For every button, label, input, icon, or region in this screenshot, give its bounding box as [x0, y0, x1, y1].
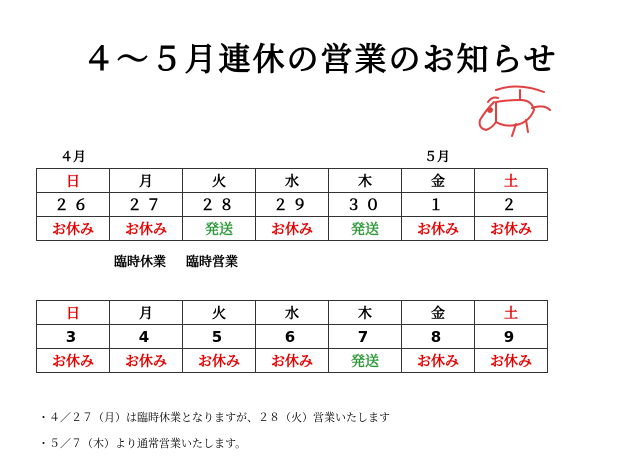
weekday-sun: 日: [37, 301, 110, 325]
status-row: [37, 349, 548, 373]
status-cell: お休み: [37, 217, 110, 241]
note-line-1: ・４／２７（月）は臨時休業となりますが、２８（火）営業いたします: [38, 411, 390, 424]
status-cell: 発送: [329, 217, 402, 241]
status-cell: 発送: [183, 217, 256, 241]
flying-horse-mascot-icon: [466, 80, 556, 140]
weekday-fri: 金: [402, 169, 475, 193]
weekday-sat: 土: [475, 301, 548, 325]
status-cell: お休み: [37, 349, 110, 373]
date-cell: ２７: [110, 193, 183, 217]
status-cell: お休み: [110, 349, 183, 373]
date-cell: ２６: [37, 193, 110, 217]
status-cell: お休み: [475, 217, 548, 241]
status-cell: お休み: [183, 349, 256, 373]
date-cell: 8: [402, 325, 475, 349]
status-cell: 発送: [329, 349, 402, 373]
date-cell: 5: [183, 325, 256, 349]
status-cell: お休み: [110, 217, 183, 241]
date-row: [37, 193, 548, 217]
weekday-thu: 木: [329, 169, 402, 193]
weekday-row: [37, 301, 548, 325]
status-cell: お休み: [402, 217, 475, 241]
weekday-sun: 日: [37, 169, 110, 193]
date-cell: 4: [110, 325, 183, 349]
date-cell: 3: [37, 325, 110, 349]
weekday-row: [37, 169, 548, 193]
weekday-thu: 木: [329, 301, 402, 325]
page-title: ４～５月連休の営業のお知らせ: [82, 40, 558, 78]
weekday-wed: 水: [256, 169, 329, 193]
date-cell: １: [402, 193, 475, 217]
date-cell: ２８: [183, 193, 256, 217]
date-cell: 7: [329, 325, 402, 349]
date-cell: ２: [475, 193, 548, 217]
status-cell: お休み: [256, 217, 329, 241]
weekday-sat: 土: [475, 169, 548, 193]
date-row: [37, 325, 548, 349]
weekday-mon: 月: [110, 301, 183, 325]
annotation-temporary-opening: 臨時営業: [186, 255, 239, 270]
annotation-temporary-closure: 臨時休業: [114, 255, 167, 270]
date-cell: ２９: [256, 193, 329, 217]
calendar-week-1: [36, 168, 548, 241]
status-cell: お休み: [475, 349, 548, 373]
status-cell: お休み: [402, 349, 475, 373]
date-cell: 6: [256, 325, 329, 349]
note-line-2: ・５／７（木）より通常営業いたします。: [38, 437, 247, 450]
status-row: [37, 217, 548, 241]
weekday-mon: 月: [110, 169, 183, 193]
weekday-tue: 火: [183, 301, 256, 325]
date-cell: ３０: [329, 193, 402, 217]
month-label-april: ４月: [60, 150, 87, 165]
weekday-wed: 水: [256, 301, 329, 325]
weekday-fri: 金: [402, 301, 475, 325]
calendar-week-2: [36, 300, 548, 373]
date-cell: 9: [475, 325, 548, 349]
weekday-tue: 火: [183, 169, 256, 193]
month-label-may: ５月: [424, 150, 451, 165]
status-cell: お休み: [256, 349, 329, 373]
